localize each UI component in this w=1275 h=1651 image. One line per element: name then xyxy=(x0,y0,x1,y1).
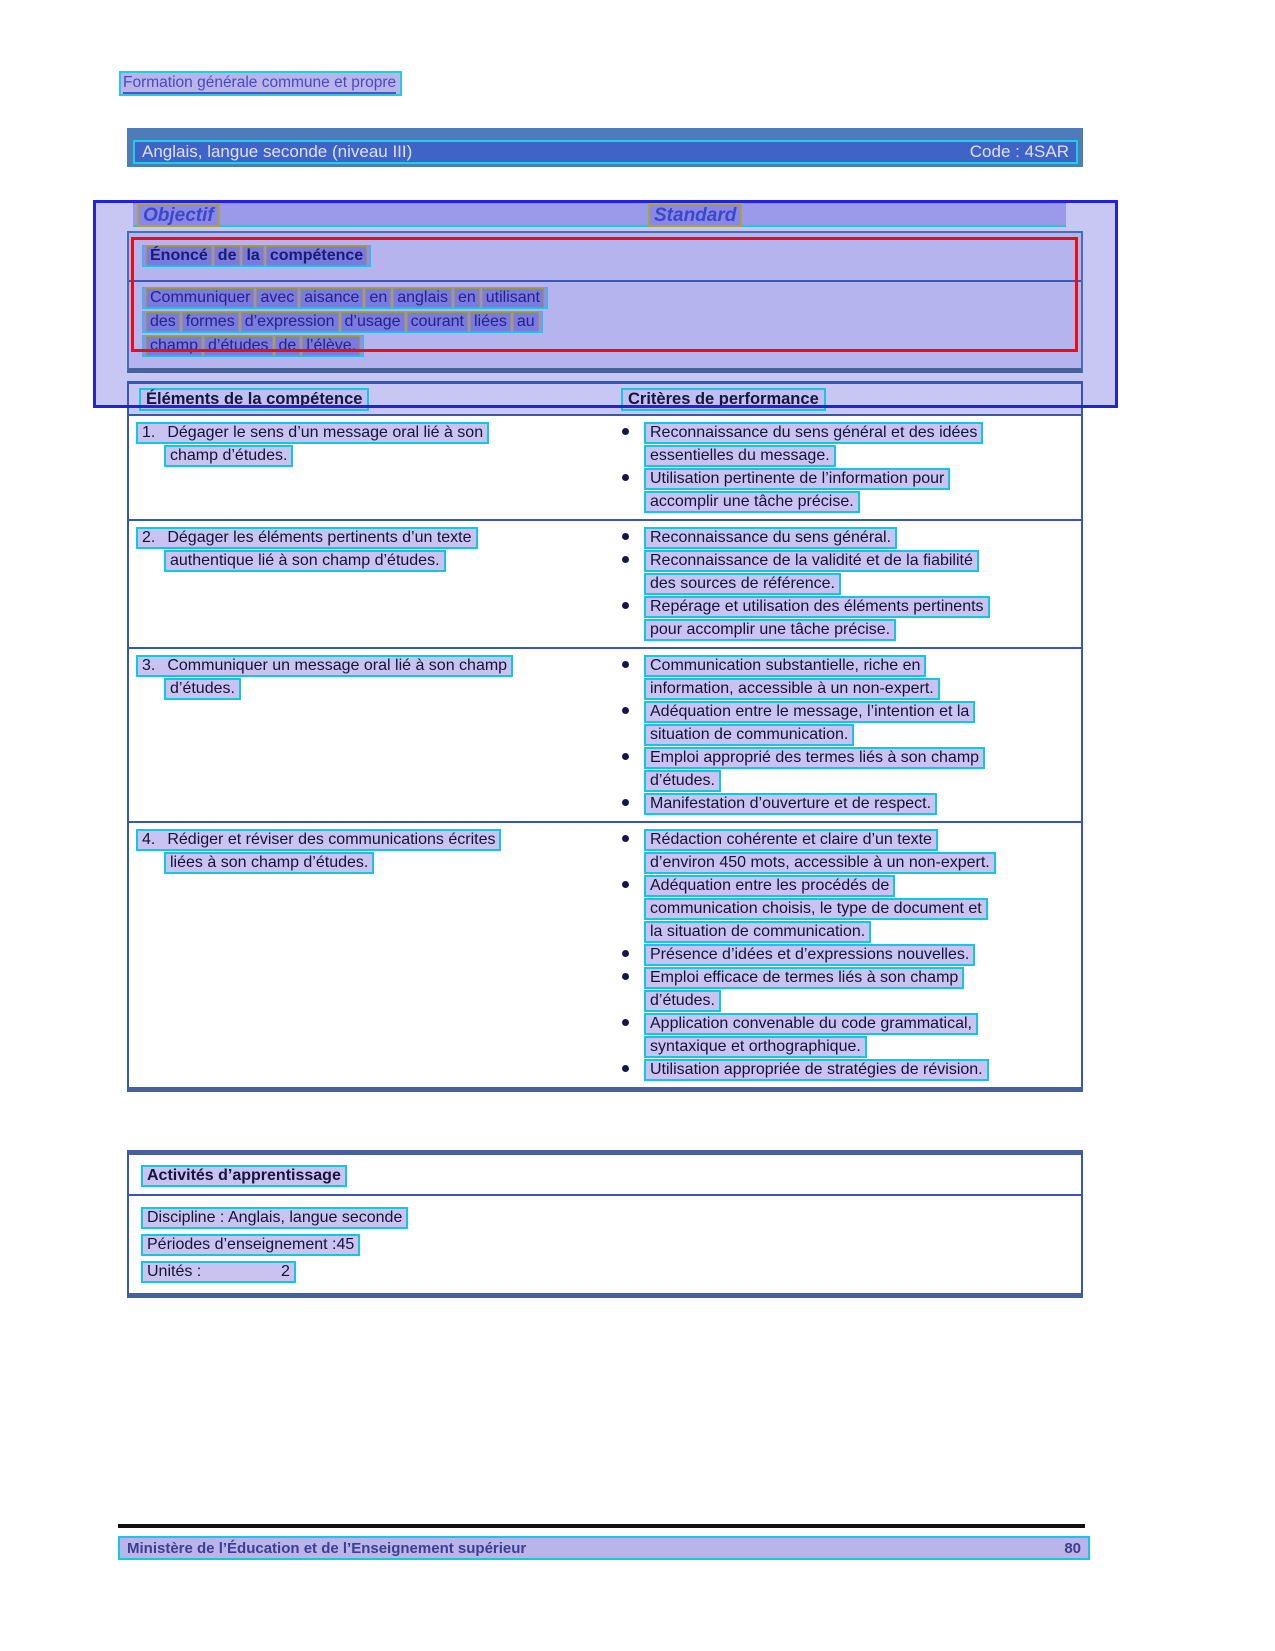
bullet-icon xyxy=(622,753,629,760)
criterion-text-line: essentielles du message. xyxy=(644,445,836,467)
enonce-body xyxy=(129,282,1081,359)
bullet-icon xyxy=(622,881,629,888)
table-row xyxy=(129,647,1081,821)
bullet-icon xyxy=(622,835,629,842)
running-header xyxy=(119,71,402,96)
criterion-text-line: Utilisation appropriée de stratégies de révision. xyxy=(644,1059,989,1081)
criterion-text-line: des sources de référence. xyxy=(644,573,841,595)
criterion-text-line: Adéquation entre le message, l’intention et la xyxy=(644,701,975,723)
criterion-text-line: syntaxique et orthographique. xyxy=(644,1036,867,1058)
element-cell: 2. Dégager les éléments pertinents d’un texte authentique lié à son champ d’études. xyxy=(129,526,609,641)
enonce-body-line: champ d’études de l’élève. xyxy=(142,335,364,357)
page-number: 80 xyxy=(1064,1539,1081,1557)
criteria-cell xyxy=(609,421,1081,513)
criterion-text-line: Application convenable du code grammatical, xyxy=(644,1013,978,1035)
bullet-icon xyxy=(622,474,629,481)
bullet-icon xyxy=(622,1019,629,1026)
objectif-heading: Objectif xyxy=(137,203,220,227)
element-cell: 4. Rédiger et réviser des communications écrites liées à son champ d’études. xyxy=(129,828,609,1081)
criterion-text-line: Communication substantielle, riche en xyxy=(644,655,926,677)
criterion-text-line: Reconnaissance du sens général et des idées xyxy=(644,422,983,444)
criteria-cell xyxy=(609,654,1081,815)
course-code: Code : 4SAR xyxy=(969,142,1069,161)
criterion-text-line: information, accessible à un non-expert. xyxy=(644,678,940,700)
course-title-bar xyxy=(127,128,1083,167)
bullet-icon xyxy=(622,428,629,435)
enonce-body-line: Communiquer avec aisance en anglais en utilisant xyxy=(142,287,548,309)
bullet-icon xyxy=(622,950,629,957)
bullet-icon xyxy=(622,973,629,980)
enonce-body-line: des formes d’expression d’usage courant liées au xyxy=(142,311,543,333)
footer-text: Ministère de l’Éducation et de l’Enseignement supérieur xyxy=(127,1539,527,1557)
element-text-line: champ d’études. xyxy=(164,445,293,467)
criterion-text-line: Présence d’idées et d’expressions nouvelles. xyxy=(644,944,975,966)
table-header-row xyxy=(129,384,1081,414)
competence-table xyxy=(127,381,1083,1092)
element-text-line: Rédiger et réviser des communications écrites xyxy=(167,830,496,848)
objectif-standard-highlight-strip xyxy=(133,202,1066,227)
field-value: Anglais, langue seconde xyxy=(228,1208,403,1226)
footer xyxy=(118,1536,1090,1560)
criterion-text-line: situation de communication. xyxy=(644,724,854,746)
criterion-text-line: d’études. xyxy=(644,770,721,792)
table-row xyxy=(129,821,1081,1087)
element-text-line: authentique lié à son champ d’études. xyxy=(164,550,446,572)
criterion-text-line: communication choisis, le type de document et xyxy=(644,898,988,920)
title-bar-highlight-band xyxy=(133,140,1078,164)
footer-rule xyxy=(118,1524,1085,1528)
element-cell: 3. Communiquer un message oral lié à son champ d’études. xyxy=(129,654,609,815)
criterion-text-line: la situation de communication. xyxy=(644,921,871,943)
bullet-icon xyxy=(622,707,629,714)
criteria-cell xyxy=(609,526,1081,641)
bullet-icon xyxy=(622,533,629,540)
criteria-cell xyxy=(609,828,1081,1081)
bullet-icon xyxy=(622,1065,629,1072)
bullet-icon xyxy=(622,661,629,668)
criterion-text-line: Repérage et utilisation des éléments pertinents xyxy=(644,596,990,618)
criterion-text-line: Adéquation entre les procédés de xyxy=(644,875,895,897)
field-label: Périodes d’enseignement : xyxy=(147,1235,337,1253)
enonce-title: Énoncé de la compétence xyxy=(142,245,371,267)
standard-heading: Standard xyxy=(648,203,742,227)
table-row xyxy=(129,414,1081,519)
element-text-line: Dégager le sens d’un message oral lié à son xyxy=(167,423,484,441)
criterion-text-line: accomplir une tâche précise. xyxy=(644,491,860,513)
element-text-line: Communiquer un message oral lié à son champ xyxy=(167,656,508,674)
activities-title: Activités d’apprentissage xyxy=(141,1165,347,1187)
criterion-text-line: pour accomplir une tâche précise. xyxy=(644,619,896,641)
criterion-text-line: Emploi efficace de termes liés à son champ xyxy=(644,967,964,989)
criterion-text-line: Emploi approprié des termes liés à son champ xyxy=(644,747,985,769)
criterion-text-line: d’études. xyxy=(644,990,721,1012)
enonce-title-row xyxy=(129,233,1081,282)
bullet-icon xyxy=(622,602,629,609)
element-cell: 1. Dégager le sens d’un message oral lié à son champ d’études. xyxy=(129,421,609,513)
running-header-text: Formation générale commune et propre xyxy=(123,74,396,94)
field-label: Discipline : xyxy=(147,1208,225,1226)
criterion-text-line: Reconnaissance du sens général. xyxy=(644,527,897,549)
col-header-elements: Éléments de la compétence xyxy=(139,388,369,411)
criterion-text-line: d’environ 450 mots, accessible à un non-expert. xyxy=(644,852,996,874)
col-header-criteres: Critères de performance xyxy=(621,388,826,411)
element-text-line: Dégager les éléments pertinents d’un texte xyxy=(167,528,472,546)
element-text-line: d’études. xyxy=(164,678,241,700)
field-value: 45 xyxy=(336,1235,355,1253)
activities-title-row xyxy=(129,1155,1081,1196)
criterion-text-line: Reconnaissance de la validité et de la fiabilité xyxy=(644,550,979,572)
enonce-box xyxy=(127,231,1083,373)
field-label: Unités : xyxy=(147,1262,202,1280)
criterion-text-line: Rédaction cohérente et claire d’un texte xyxy=(644,829,938,851)
table-row xyxy=(129,519,1081,647)
activities-body xyxy=(129,1196,1081,1293)
bullet-icon xyxy=(622,799,629,806)
criterion-text-line: Manifestation d’ouverture et de respect. xyxy=(644,793,937,815)
field-value: 2 xyxy=(281,1262,290,1280)
criterion-text-line: Utilisation pertinente de l’information pour xyxy=(644,468,950,490)
bullet-icon xyxy=(622,556,629,563)
course-title: Anglais, langue seconde (niveau III) xyxy=(142,142,413,161)
element-text-line: liées à son champ d’études. xyxy=(164,852,374,874)
learning-activities-box xyxy=(127,1150,1083,1298)
